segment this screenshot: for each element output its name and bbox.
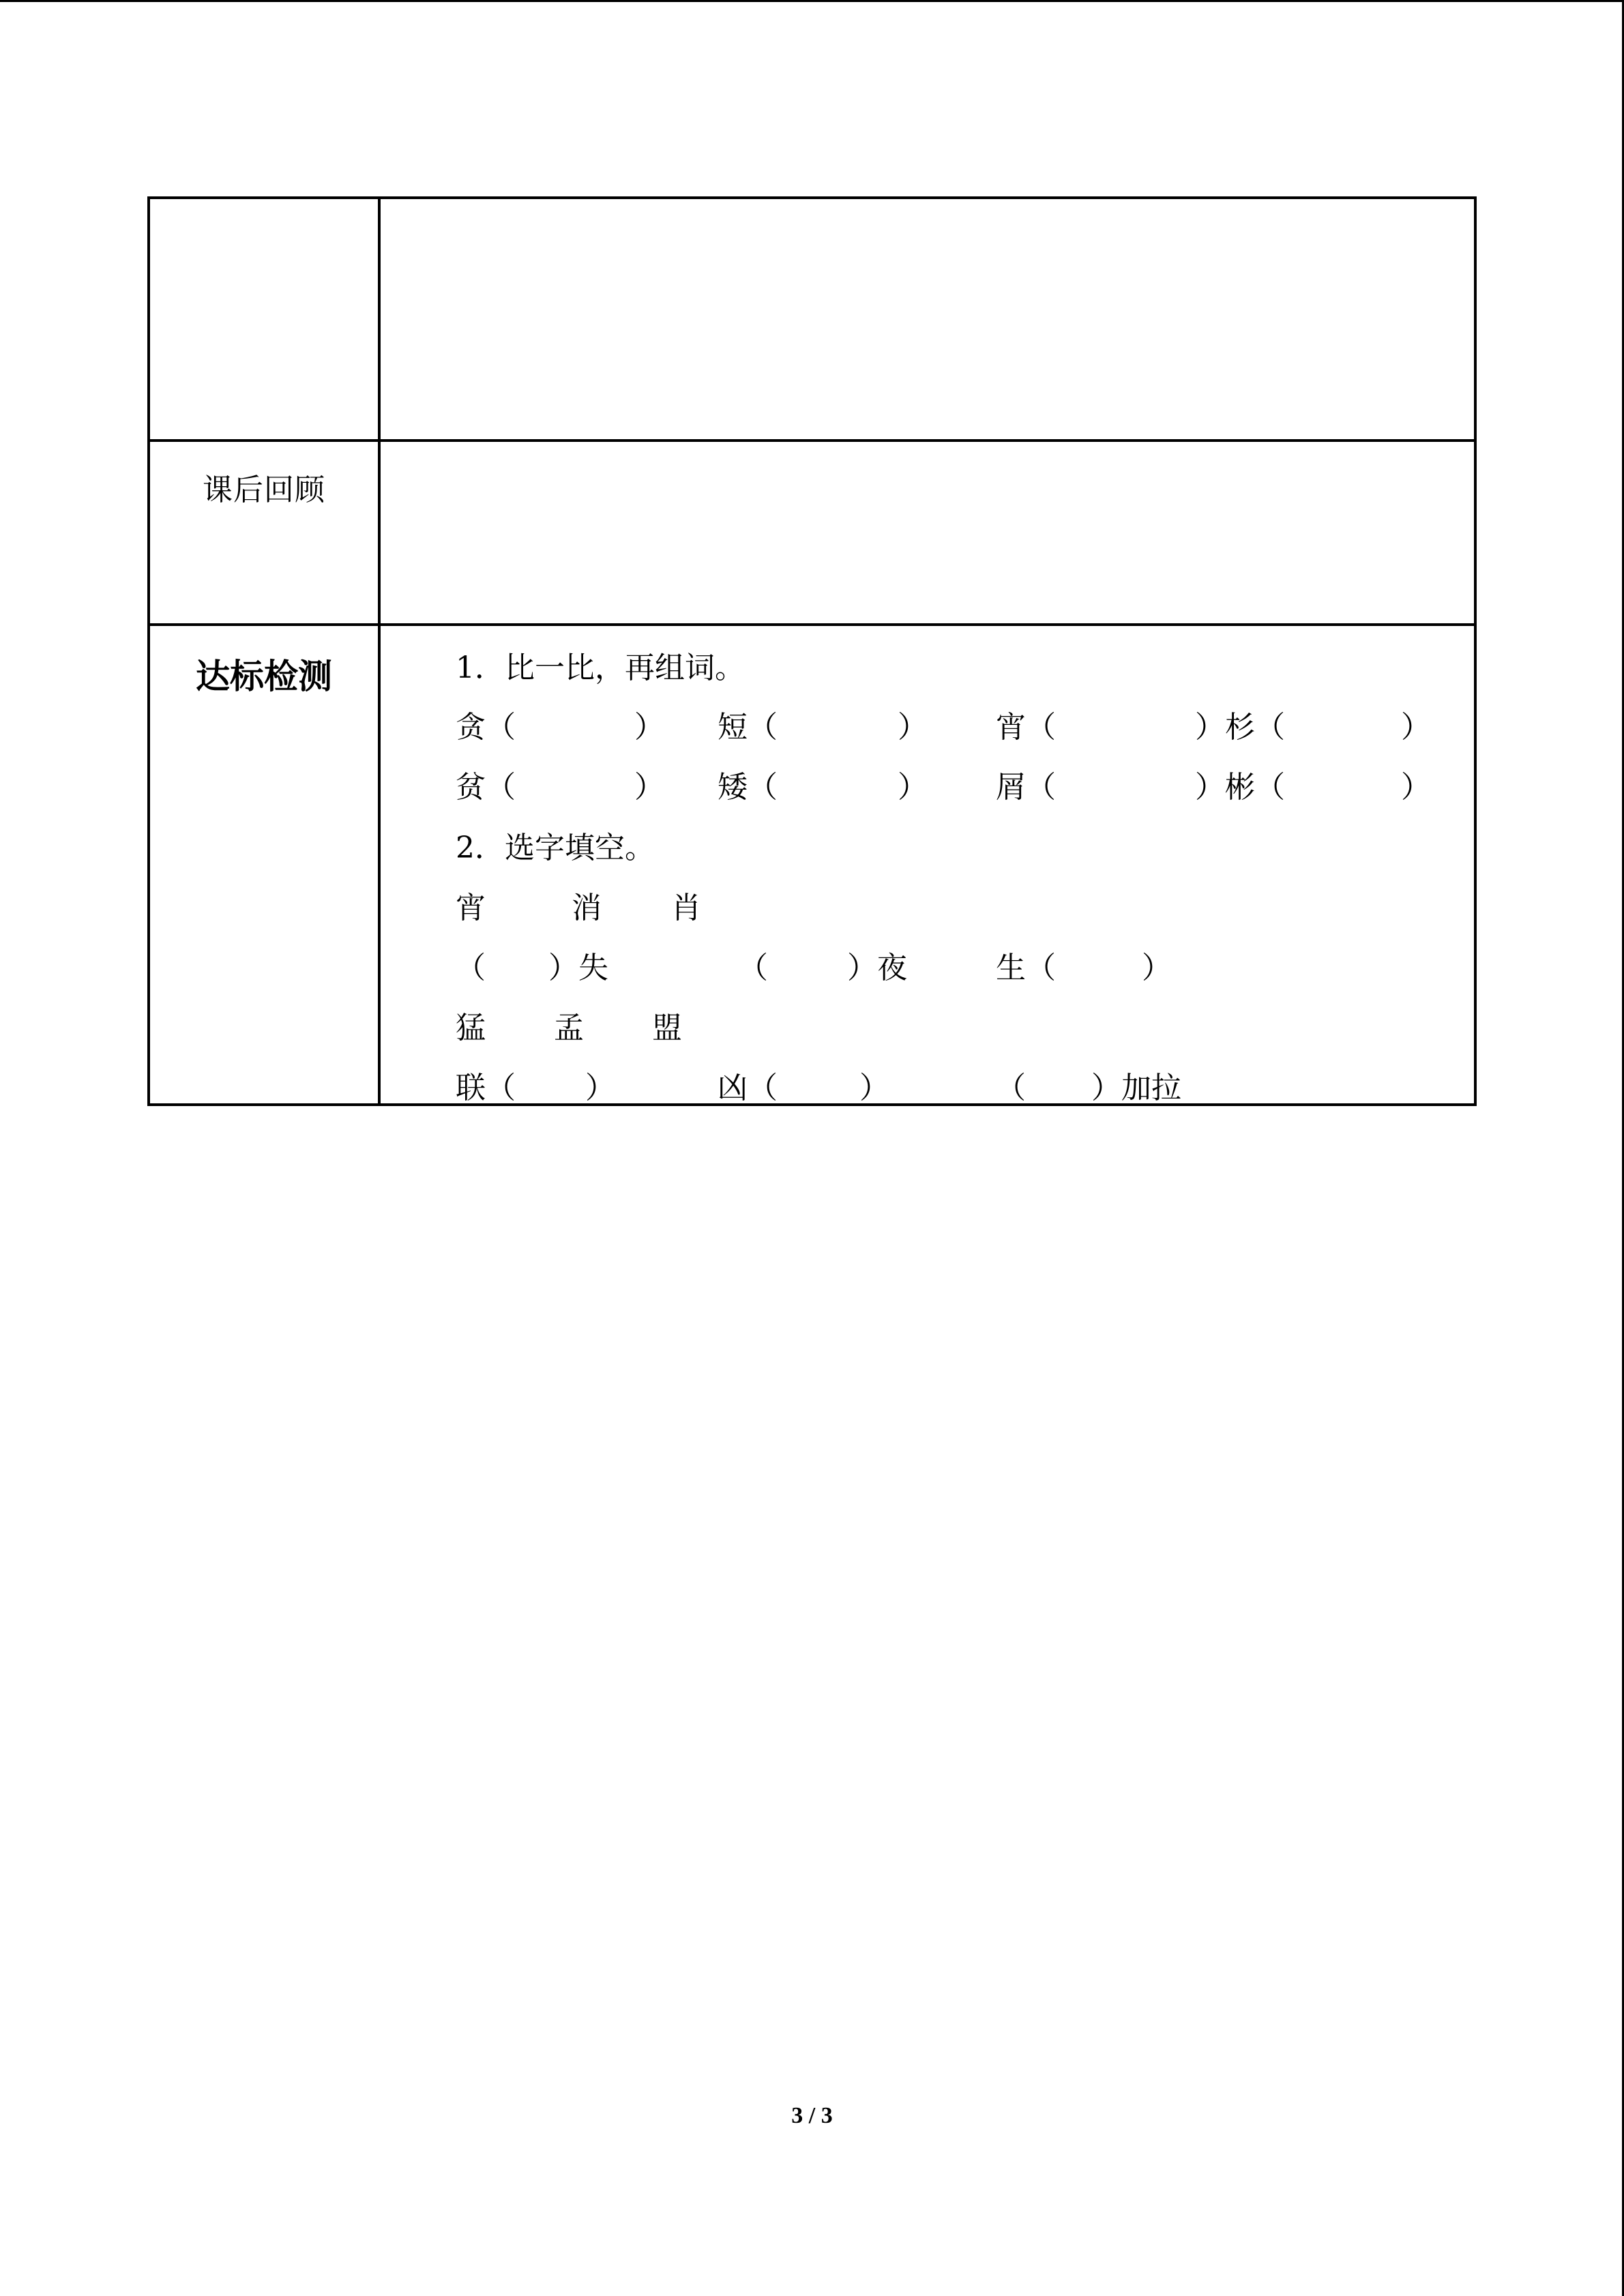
exercise2-title: 2．选字填空。 bbox=[456, 831, 655, 865]
choice-char: 孟 bbox=[554, 1011, 584, 1045]
row2-label-cell bbox=[149, 441, 379, 625]
table-row-test bbox=[149, 625, 1475, 1105]
lesson-plan-table bbox=[147, 196, 1477, 1106]
choice-char: 宵 bbox=[456, 891, 486, 925]
blank-part: ）加拉 bbox=[1091, 1071, 1181, 1105]
choice-char: 肖 bbox=[671, 891, 701, 925]
blank-part: ） bbox=[859, 1071, 889, 1105]
review-content-cell bbox=[379, 441, 1475, 625]
blank-part: 屑（ bbox=[996, 770, 1056, 805]
blank-part: ） bbox=[898, 710, 928, 745]
blank-part: 贫（ bbox=[456, 770, 516, 805]
blank-part: ） bbox=[634, 710, 664, 745]
blank-part: （ bbox=[456, 951, 486, 985]
choice-char: 猛 bbox=[456, 1011, 486, 1045]
exercise2-set1-chars bbox=[456, 893, 865, 927]
table-row-review bbox=[149, 441, 1475, 625]
blank-part: （ bbox=[738, 951, 768, 985]
choice-char: 盟 bbox=[652, 1011, 682, 1045]
blank-part: （ bbox=[996, 1071, 1026, 1105]
blank-part: 矮（ bbox=[718, 770, 778, 805]
exercise1-title: 1．比一比，再组词。 bbox=[456, 651, 745, 685]
blank-part: 凶（ bbox=[718, 1071, 778, 1105]
blank-part: ） bbox=[1401, 710, 1431, 745]
exercise2-set2-chars bbox=[456, 1013, 865, 1047]
exercise2-set1-blanks bbox=[456, 953, 1206, 987]
blank-part: 贪（ bbox=[456, 710, 516, 745]
blank-part: ）彬（ bbox=[1195, 770, 1285, 805]
blank-part: 联（ bbox=[456, 1071, 516, 1105]
exercise2-set2-blanks bbox=[456, 1073, 1206, 1107]
blank-part: ）失 bbox=[548, 951, 608, 985]
blank-part: ）杉（ bbox=[1195, 710, 1285, 745]
blank-part: 短（ bbox=[718, 710, 778, 745]
blank-part: ）夜 bbox=[847, 951, 907, 985]
page-number: 3 / 3 bbox=[791, 2103, 833, 2128]
blank-part: ） bbox=[585, 1071, 615, 1105]
row3-label-cell bbox=[149, 625, 379, 1105]
exercise1-row-a bbox=[456, 710, 1431, 747]
row1-content-cell bbox=[379, 198, 1475, 441]
blank-part: ） bbox=[1142, 951, 1172, 985]
blank-part: ） bbox=[1401, 770, 1431, 805]
test-label: 达标检测 bbox=[196, 657, 332, 696]
blank-part: 生（ bbox=[996, 951, 1056, 985]
review-label: 课后回顾 bbox=[203, 473, 325, 507]
exercise-content bbox=[381, 626, 1474, 1103]
exercise1-row-b bbox=[456, 770, 1431, 807]
test-content-cell bbox=[379, 625, 1475, 1105]
row1-label-cell bbox=[149, 198, 379, 441]
choice-char: 消 bbox=[572, 891, 602, 925]
table-row-blank bbox=[149, 198, 1475, 441]
blank-part: 宵（ bbox=[996, 710, 1056, 745]
blank-part: ） bbox=[898, 770, 928, 805]
blank-part: ） bbox=[634, 770, 664, 805]
